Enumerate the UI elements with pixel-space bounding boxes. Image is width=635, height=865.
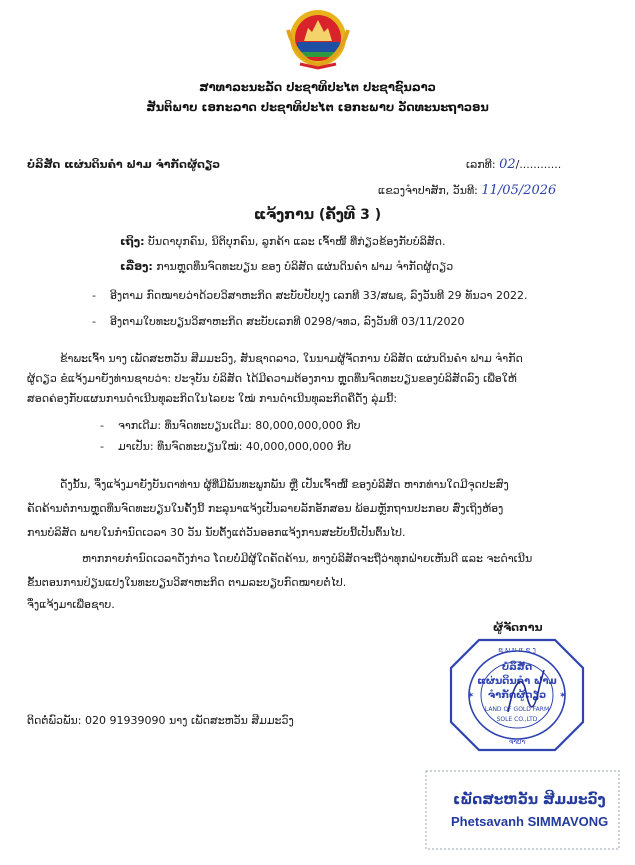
reference-item: - ອີງຕາມ ກົດໝາຍວ່າດ້ວຍວິສາຫະກິດ ສະບັບປັບປຸງ ເລກທີ 33/ສພຊ, ລົງວັນທີ 29 ທັນວາ 2022.: [92, 289, 528, 302]
header-line-1: ສາທາລະນະລັດ ປະຊາທິປະໄຕ ປະຊາຊົນລາວ: [199, 80, 436, 94]
intro-line: ສອດຄ່ອງກັບແຜນການດຳເນີນທຸລະກິດໃນໄລຍະ ໃໝ່ ການດຳເນີນທຸລະກິດຄືດັ່ງ ລຸ່ມນີ້:: [27, 392, 398, 405]
svg-text:✶: ✶: [467, 691, 475, 701]
capital-item: - ມາເປັນ: ທຶນຈົດທະບຽນໃໝ່: 40,000,000,000 ກີບ: [100, 440, 352, 453]
capital-item: - ຈາກເດີມ: ທຶນຈົດທະບຽນເດີມ: 80,000,000,000 ກີບ: [100, 419, 361, 432]
paragraph-line: ຈຶ່ງແຈ້ງມາເພື່ອຊາບ.: [27, 598, 115, 611]
stamp-line-1: ບໍລິສັດ: [501, 662, 533, 673]
svg-text:✶: ✶: [559, 691, 567, 701]
handwritten-signature: [500, 662, 550, 722]
stamp-bottom-text: ຈຳປາ: [508, 738, 526, 746]
stamp-line-4: LAND OF GOLD FARM: [484, 706, 550, 713]
company-name: ບໍລິສັດ ແຜ່ນດິນຄຳ ຟາມ ຈຳກັດຜູ້ດຽວ: [27, 158, 221, 171]
to-line: ເຖິງ: ບັນດາບຸກຄົນ, ນິຕິບຸກຄົນ, ລູກຄ້າ ແລະ ເຈົ້າໜີ້ ທີ່ກ່ຽວຂ້ອງກັບບໍລິສັດ.: [120, 235, 446, 248]
reference-item: - ອີງຕາມໃບທະບຽນວິສາຫະກິດ ສະບັບເລກທີ 0298/ຈທວ, ລົງວັນທີ 03/11/2020: [92, 315, 465, 328]
paragraph-line: ຫາກກາຍກຳນົດເວລາດັ່ງກ່າວ ໂດຍບໍ່ມີຜູ້ໃດຄັດຄ້ານ, ທາງບໍລິສັດຈະຖືວ່າທຸກຝ່າຍເຫັນດີ ແລະ ຈະດຳເນີນ: [82, 552, 533, 565]
signature-latin-name: Phetsavanh SIMMAVONG: [451, 814, 609, 829]
lao-national-emblem: [282, 8, 354, 70]
subject-line: ເລື່ອງ: ການຫຼຸດທຶນຈົດທະບຽນ ຂອງ ບໍລິສັດ ແຜ່ນດິນຄຳ ຟາມ ຈຳກັດຜູ້ດຽວ: [120, 260, 454, 273]
intro-line: ຜູ້ດຽວ ຂໍແຈ້ງມາຍັງທ່ານຊາບວ່າ: ປະຈຸບັນ ບໍລິສັດ ໄດ້ມີຄວາມຕ້ອງການ ຫຼຸດທຶນຈົດທະບຽນຂອງບໍລິສັດລົງ ເພື່ອໃຫ້: [27, 372, 517, 385]
stamp-line-5: SOLE CO.,LTD: [496, 716, 538, 723]
handwritten-date: 11/05/2026: [481, 183, 557, 198]
paragraph-line: ດັ່ງນັ້ນ, ຈຶ່ງແຈ້ງມາຍັງບັນດາທ່ານ ຜູ້ທີ່ມີພັນທະພູກພັນ ຫຼື ເປັນເຈົ້າໜີ້ ຂອງບໍລິສັດ ຫາກທ່ານໃດມີຈຸດປະສົງ: [60, 478, 509, 491]
signature-name-box: [425, 770, 620, 850]
contact-line: ຕິດຕໍ່ພົວພັນ: 020 91939090 ນາງ ເພັດສະຫວັນ ສີມມະວົງ: [27, 714, 294, 727]
place-date: ແຂວງຈຳປາສັກ, ວັນທີ: 11/05/2026: [378, 183, 557, 198]
paragraph-line: ຄັດຄ້ານຕໍ່ການຫຼຸດທຶນຈົດທະບຽນໃນຄັ້ງນີ້ ກະລຸນາແຈ້ງເປັນລາຍລັກອັກສອນ ພ້ອມຫຼັກຖານປະກອບ ສົ່ງເຖິງຫ້ອງ: [27, 502, 504, 515]
manager-title: ຜູ້ຈັດການ: [493, 621, 543, 634]
notice-title: ແຈ້ງການ (ຄັ້ງທີ 3 ): [253, 207, 382, 223]
paragraph-line: ຂັ້ນຕອນການປ່ຽນແປງໃນທະບຽນວິສາຫະກິດ ຕາມລະບຽບກົດໝາຍຕໍ່ໄປ.: [27, 576, 347, 589]
reference-number: ເລກທີ: 02/............: [466, 157, 562, 172]
reference-number-value: 02: [499, 157, 516, 172]
header-line-2: ສັນຕິພາບ ເອກະລາດ ປະຊາທິປະໄຕ ເອກະພາບ ວັດທະນະຖາວອນ: [146, 100, 489, 114]
stamp-line-3: ຈຳກັດຜູ້ດຽວ: [487, 690, 547, 701]
stamp-top-text: ຊ ພ ບ ແ ຂ ງ: [498, 646, 536, 654]
intro-line: ຂ້າພະເຈົ້າ ນາງ ເພັດສະຫວັນ ສີມມະວົງ, ສັນຊາດລາວ, ໃນນາມຜູ້ຈັດການ ບໍລິສັດ ແຜ່ນດິນຄຳ ຟາມ ຈຳກັດ: [60, 352, 523, 365]
stamp-line-2: ແຜ່ນດິນຄຳ ຟາມ: [477, 676, 557, 687]
signature-lao-name: ເພັດສະຫວັນ ສີມມະວົງ: [453, 792, 606, 808]
paragraph-line: ການບໍລິສັດ ພາຍໃນກຳນົດເວລາ 30 ວັນ ນັບຕັ້ງແຕ່ວັນອອກແຈ້ງການສະບັບນີ້ເປັນຕົ້ນໄປ.: [27, 526, 406, 539]
